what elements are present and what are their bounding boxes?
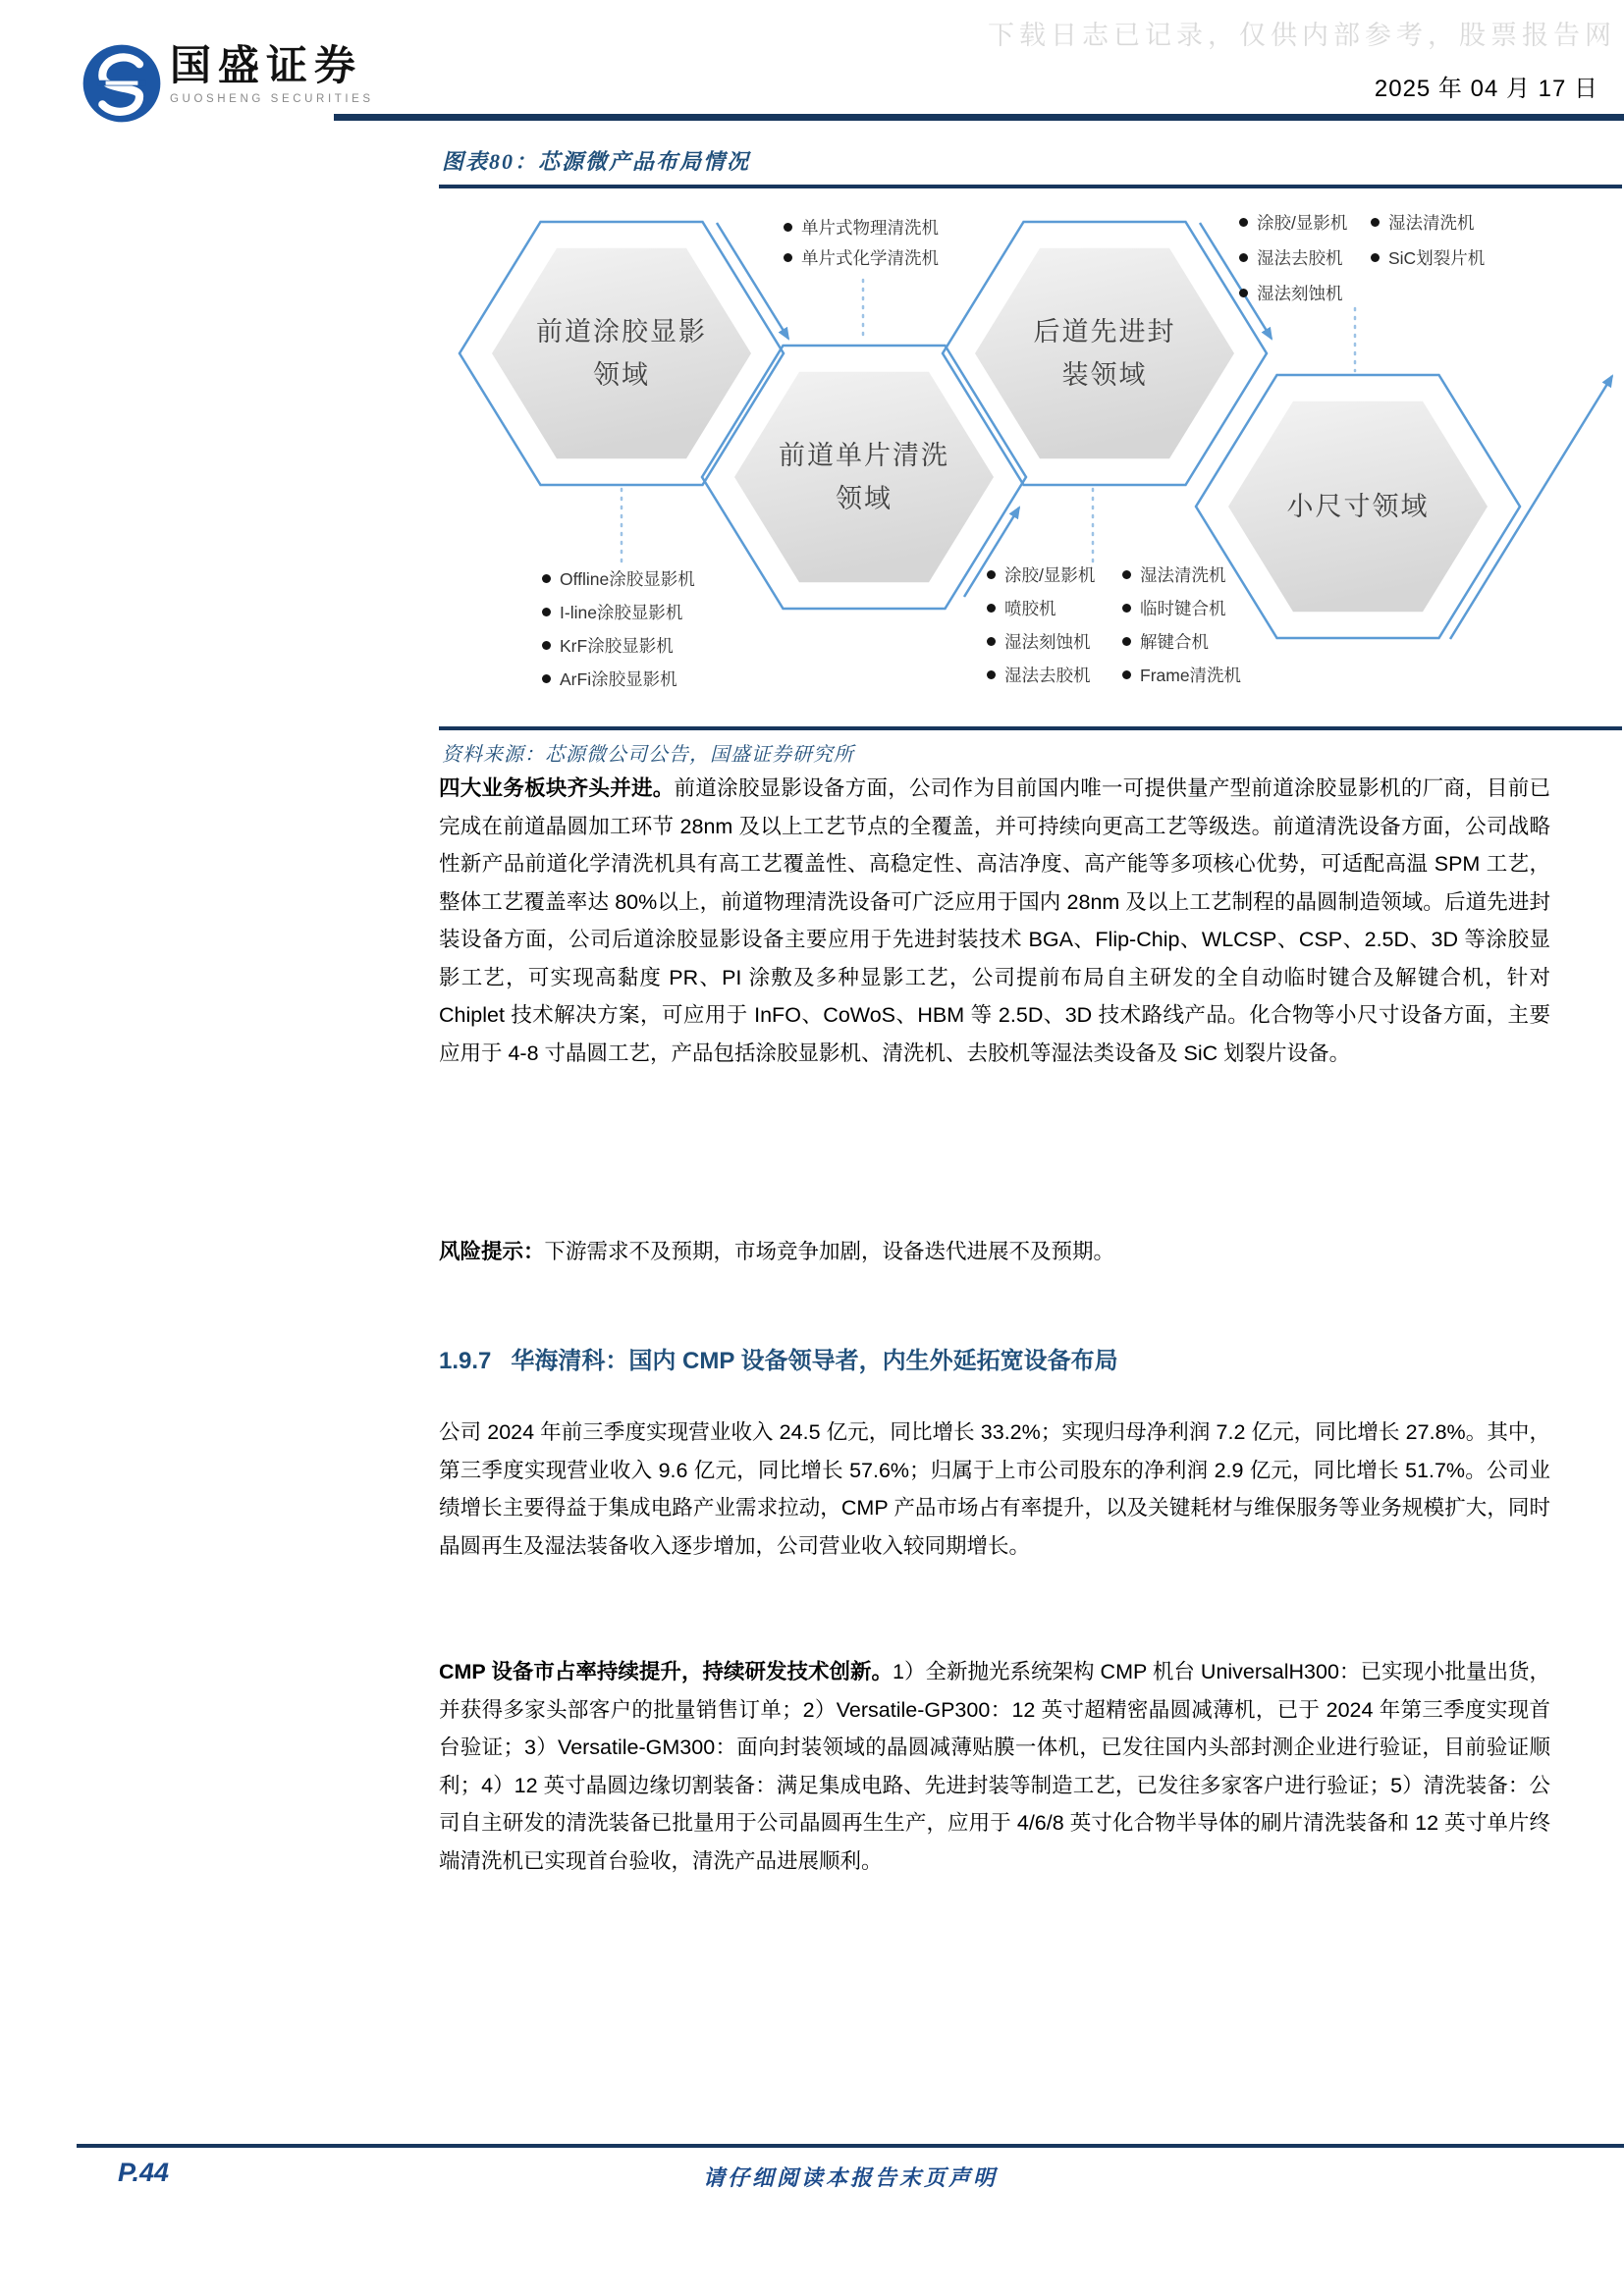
- bullet-icon: [987, 670, 996, 679]
- risk-label: 风险提示：: [439, 1240, 545, 1263]
- section-number: 1.9.7: [439, 1348, 492, 1374]
- bullet-icon: [987, 570, 996, 579]
- section-heading: [439, 1341, 1118, 1375]
- list-bottom-left: [542, 561, 695, 695]
- bullet-icon: [1371, 218, 1380, 227]
- watermark-text: 下载日志已记录，仅供内部参考，股票报告网: [988, 21, 1616, 50]
- figure-bottom-rule: [439, 726, 1622, 730]
- list-top-right-col1: [1239, 204, 1347, 310]
- list-item: 湿法去胶机: [1239, 240, 1347, 275]
- list-item: 涂胶/显影机: [987, 558, 1095, 591]
- list-item: Frame清洗机: [1122, 658, 1241, 691]
- paragraph-financials: 公司 2024 年前三季度实现营业收入 24.5 亿元，同比增长 33.2%；实现归母净利润 7.2 亿元，同比增长 27.8%。其中，第三季度实现营业收入 9.6 亿元，同比增长 57.6%；归属于上市公司股东的净利润 2.9 亿元，同比增长 51.7%。公司业绩增长主要得益于集成电路产业需求拉动，CMP 产品市场占有率提升，以及关键耗材与维保服务等业务规模扩大，同时晶圆再生及湿法装备收入逐步增加，公司营业收入较同期增长。: [439, 1420, 1550, 1558]
- bullet-icon: [542, 674, 551, 683]
- list-item: 临时键合机: [1122, 591, 1241, 624]
- list-item: 湿法去胶机: [987, 658, 1095, 691]
- list-item: 湿法清洗机: [1371, 204, 1485, 240]
- list-item: 湿法刻蚀机: [1239, 275, 1347, 310]
- list-item: 解键合机: [1122, 624, 1241, 658]
- list-bottom-mid-col2: [1122, 558, 1241, 691]
- hexagon-small-size: 小尺寸领域: [1286, 492, 1430, 521]
- bullet-icon: [784, 223, 792, 232]
- list-top-mid: [784, 212, 939, 273]
- bullet-icon: [1122, 604, 1131, 613]
- guosheng-logo: [81, 43, 374, 124]
- bullet-icon: [1239, 253, 1248, 262]
- report-date: 2025 年 04 月 17 日: [1374, 76, 1598, 102]
- list-item: 喷胶机: [987, 591, 1095, 624]
- header-divider: [334, 114, 1624, 121]
- footer-divider: [77, 2144, 1624, 2148]
- footer-notice: 请仔细阅读本报告末页声明: [702, 2165, 998, 2190]
- bullet-icon: [1122, 570, 1131, 579]
- list-item: I-line涂胶显影机: [542, 595, 695, 628]
- hexagon-front-cleaning: 前道单片清洗 领域: [779, 441, 949, 513]
- list-item: KrF涂胶显影机: [542, 628, 695, 662]
- list-item: 涂胶/显影机: [1239, 204, 1347, 240]
- bullet-icon: [987, 637, 996, 646]
- product-layout-diagram: [439, 196, 1622, 726]
- bullet-icon: [1239, 218, 1248, 227]
- paragraph-lead: CMP 设备市占率持续提升，持续研发技术创新。: [439, 1660, 893, 1683]
- paragraph-lead: 四大业务板块齐头并进。: [439, 776, 675, 800]
- figure-top-rule: [439, 185, 1622, 188]
- bullet-icon: [542, 641, 551, 650]
- paragraph-risk: 风险提示：下游需求不及预期，市场竞争加剧，设备迭代进展不及预期。: [439, 1240, 1115, 1263]
- paragraph-business-segments: 四大业务板块齐头并进。前道涂胶显影设备方面，公司作为目前国内唯一可提供量产型前道涂胶显影机的厂商，目前已完成在前道晶圆加工环节 28nm 及以上工艺节点的全覆盖，并可持续向更高工艺等级迭。前道清洗设备方面，公司战略性新产品前道化学清洗机具有高工艺覆盖性、高稳定性、高洁净度、高产能等多项核心优势，可适配高温 SPM 工艺，整体工艺覆盖率达 80%以上，前道物理清洗设备可广泛应用于国内 28nm 及以上工艺制程的晶圆制造领域。后道先进封装设备方面，公司后道涂胶显影设备主要应用于先进封装技术 BGA、Flip-Chip、WLCSP、CSP、2.5D、3D 等涂胶显影工艺，可实现高黏度 PR、PI 涂敷及多种显影工艺，公司提前布局自主研发的全自动临时键合及解键合机，针对 Chiplet 技术解决方案，可应用于 InFO、CoWoS、HBM 等 2.5D、3D 技术路线产品。化合物等小尺寸设备方面，主要应用于 4-8 寸晶圆工艺，产品包括涂胶显影机、清洗机、去胶机等湿法类设备及 SiC 划裂片设备。: [439, 776, 1550, 1065]
- list-item: Offline涂胶显影机: [542, 561, 695, 595]
- list-item: 单片式化学清洗机: [784, 242, 939, 273]
- section-title: 华海清科：国内 CMP 设备领导者，内生外延拓宽设备布局: [511, 1348, 1118, 1374]
- list-item: 湿法刻蚀机: [987, 624, 1095, 658]
- bullet-icon: [1122, 670, 1131, 679]
- list-bottom-mid-col1: [987, 558, 1095, 691]
- bullet-icon: [784, 253, 792, 262]
- page-number: P.44: [118, 2158, 170, 2187]
- bullet-icon: [987, 604, 996, 613]
- list-item: SiC划裂片机: [1371, 240, 1485, 275]
- list-item: ArFi涂胶显影机: [542, 662, 695, 695]
- list-item: 湿法清洗机: [1122, 558, 1241, 591]
- figure-source: 资料来源：芯源微公司公告，国盛证券研究所: [442, 744, 854, 766]
- bullet-icon: [1371, 253, 1380, 262]
- hexagon-front-coating: 前道涂胶显影 领域: [536, 317, 707, 390]
- list-item: 单片式物理清洗机: [784, 212, 939, 242]
- hexagon-advanced-packaging: 后道先进封 装领域: [1033, 317, 1176, 390]
- figure-caption: 图表80：芯源微产品布局情况: [442, 149, 751, 174]
- logo-company-name-en: GUOSHENG SECURITIES: [170, 93, 374, 105]
- list-top-right-col2: [1371, 204, 1485, 275]
- bullet-icon: [542, 574, 551, 583]
- paragraph-cmp-products: CMP 设备市占率持续提升，持续研发技术创新。1）全新抛光系统架构 CMP 机台 UniversalH300：已实现小批量出货，并获得多家头部客户的批量销售订单；2）Versatile-GP300：12 英寸超精密晶圆减薄机，已于 2024 年第三季度实现首台验证；3）Versatile-GM300：面向封装领域的晶圆减薄贴膜一体机，已发往国内头部封测企业进行验证，目前验证顺利；4）12 英寸晶圆边缘切割装备：满足集成电路、先进封装等制造工艺，已发往多家客户进行验证；5）清洗装备：公司自主研发的清洗装备已批量用于公司晶圆再生生产，应用于 4/6/8 英寸化合物半导体的刷片清洗装备和 12 英寸单片终端清洗机已实现首台验收，清洗产品进展顺利。: [439, 1660, 1551, 1873]
- bullet-icon: [542, 608, 551, 616]
- logo-company-name: 国盛证券: [170, 42, 363, 88]
- bullet-icon: [1239, 289, 1248, 297]
- logo-swirl-icon: [81, 43, 162, 124]
- bullet-icon: [1122, 637, 1131, 646]
